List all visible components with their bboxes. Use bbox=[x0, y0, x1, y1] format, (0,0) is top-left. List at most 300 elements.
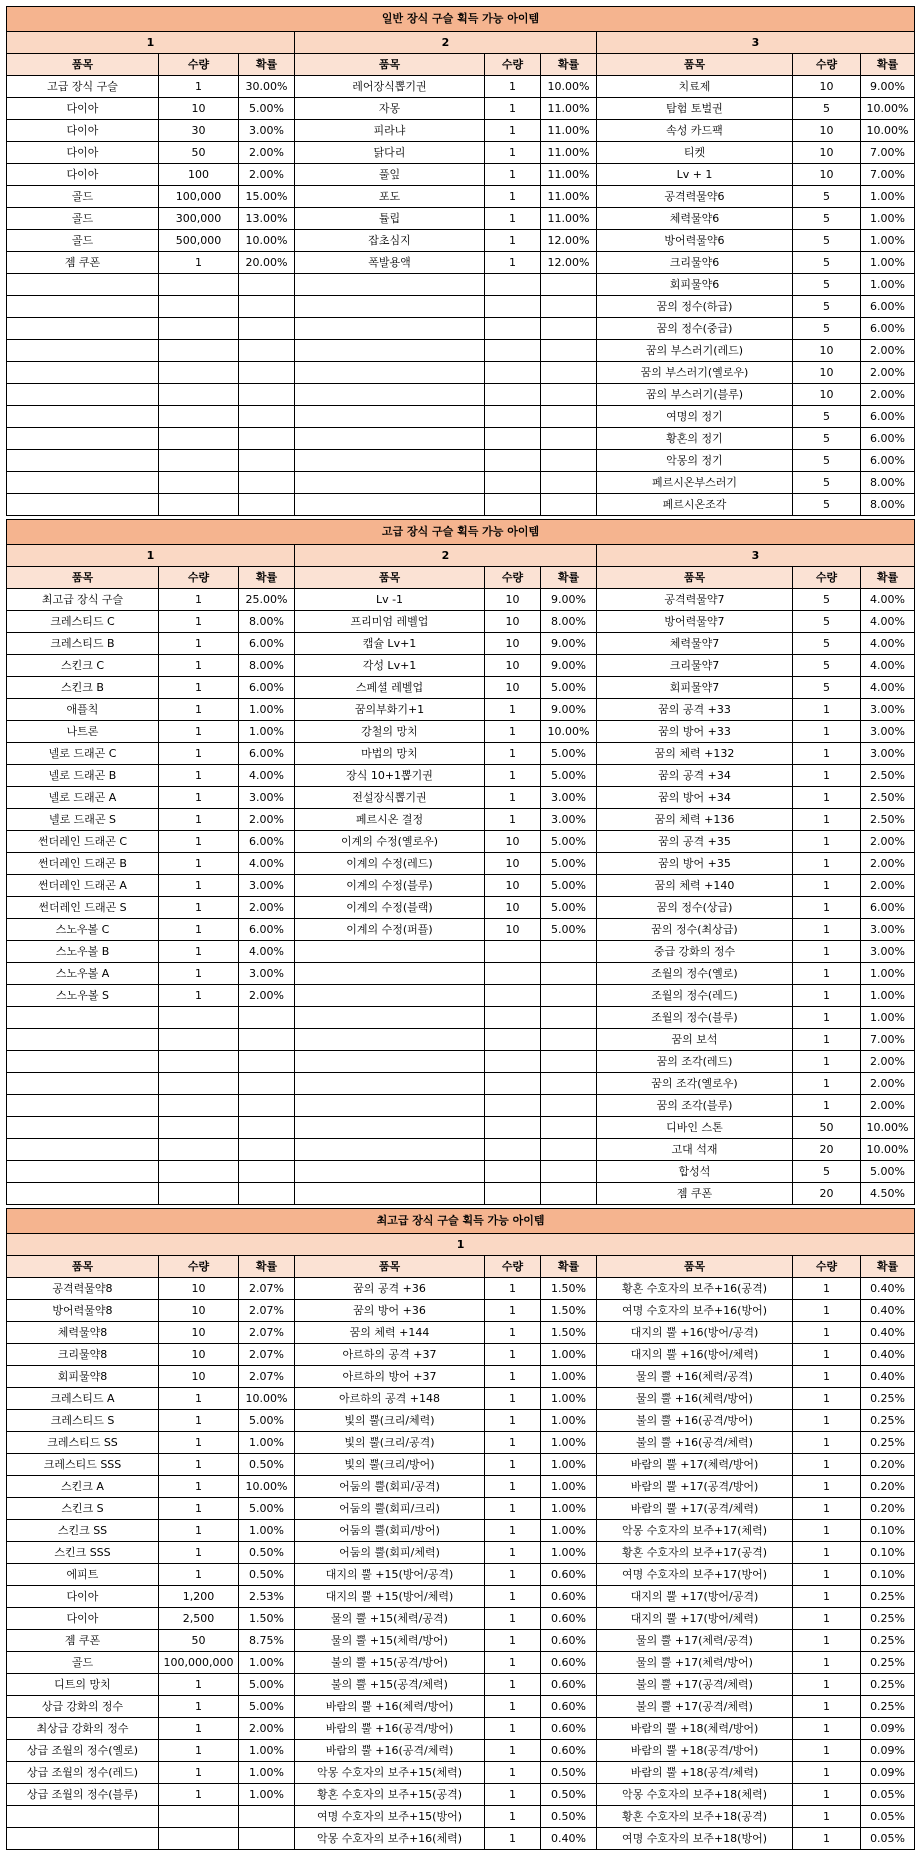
quantity-cell: 10 bbox=[793, 362, 861, 384]
probability-cell: 0.40% bbox=[861, 1322, 915, 1344]
quantity-cell: 10 bbox=[159, 1278, 239, 1300]
probability-cell: 9.00% bbox=[541, 633, 597, 655]
item-name-cell bbox=[295, 1095, 485, 1117]
quantity-cell: 1 bbox=[793, 1007, 861, 1029]
probability-cell: 0.25% bbox=[861, 1674, 915, 1696]
table-row bbox=[7, 897, 915, 919]
probability-cell: 30.00% bbox=[239, 76, 295, 98]
table-row bbox=[7, 1278, 915, 1300]
item-name-cell: 잡초심지 bbox=[295, 230, 485, 252]
table-row bbox=[7, 655, 915, 677]
probability-cell: 0.40% bbox=[541, 1828, 597, 1850]
column-header-prob: 확률 bbox=[861, 567, 915, 589]
probability-cell: 10.00% bbox=[239, 1388, 295, 1410]
item-name-cell: 다이아 bbox=[7, 1586, 159, 1608]
item-name-cell bbox=[295, 296, 485, 318]
item-name-cell: 스킨크 B bbox=[7, 677, 159, 699]
probability-cell: 25.00% bbox=[239, 589, 295, 611]
probability-cell: 5.00% bbox=[541, 919, 597, 941]
probability-cell: 1.50% bbox=[239, 1608, 295, 1630]
item-name-cell: 회피물약6 bbox=[597, 274, 793, 296]
item-name-cell: 대지의 뿔 +15(방어/체력) bbox=[295, 1586, 485, 1608]
quantity-cell: 5 bbox=[793, 186, 861, 208]
probability-cell: 4.50% bbox=[861, 1183, 915, 1205]
probability-cell: 0.60% bbox=[541, 1564, 597, 1586]
quantity-cell: 10 bbox=[485, 611, 541, 633]
probability-cell: 5.00% bbox=[541, 765, 597, 787]
probability-cell bbox=[541, 1161, 597, 1183]
quantity-cell: 1 bbox=[159, 655, 239, 677]
probability-cell: 1.00% bbox=[239, 1652, 295, 1674]
item-name-cell: 각성 Lv+1 bbox=[295, 655, 485, 677]
item-name-cell: 상급 조월의 정수(블루) bbox=[7, 1784, 159, 1806]
drop-table-3 bbox=[6, 1208, 915, 1850]
probability-cell bbox=[541, 941, 597, 963]
probability-cell: 5.00% bbox=[541, 875, 597, 897]
item-name-cell: 회피물약8 bbox=[7, 1366, 159, 1388]
quantity-cell bbox=[159, 1828, 239, 1850]
probability-cell bbox=[541, 274, 597, 296]
quantity-cell: 1 bbox=[485, 1410, 541, 1432]
quantity-cell bbox=[159, 450, 239, 472]
item-name-cell: 황혼의 정기 bbox=[597, 428, 793, 450]
table-row bbox=[7, 450, 915, 472]
quantity-cell bbox=[485, 1183, 541, 1205]
quantity-cell: 1 bbox=[485, 1674, 541, 1696]
item-name-cell: 꿈의 정수(최상급) bbox=[597, 919, 793, 941]
table-row bbox=[7, 208, 915, 230]
item-name-cell: 넬로 드래곤 S bbox=[7, 809, 159, 831]
item-name-cell: 공격력물약6 bbox=[597, 186, 793, 208]
quantity-cell: 1 bbox=[793, 1432, 861, 1454]
probability-cell bbox=[541, 1117, 597, 1139]
item-name-cell bbox=[295, 362, 485, 384]
item-name-cell: 꿈의 방어 +36 bbox=[295, 1300, 485, 1322]
quantity-cell bbox=[159, 428, 239, 450]
quantity-cell: 1 bbox=[793, 743, 861, 765]
item-name-cell: 공격력물약7 bbox=[597, 589, 793, 611]
item-name-cell: 포도 bbox=[295, 186, 485, 208]
item-name-cell bbox=[7, 494, 159, 516]
item-name-cell: 악몽 수호자의 보주+17(체력) bbox=[597, 1520, 793, 1542]
probability-cell: 11.00% bbox=[541, 186, 597, 208]
item-name-cell: 스킨크 A bbox=[7, 1476, 159, 1498]
probability-cell: 8.00% bbox=[861, 472, 915, 494]
probability-cell: 10.00% bbox=[861, 1139, 915, 1161]
item-name-cell: 강철의 망치 bbox=[295, 721, 485, 743]
quantity-cell: 5 bbox=[793, 472, 861, 494]
quantity-cell bbox=[159, 1051, 239, 1073]
probability-cell: 2.50% bbox=[861, 809, 915, 831]
item-name-cell: 꿈의 정수(하급) bbox=[597, 296, 793, 318]
probability-cell: 11.00% bbox=[541, 142, 597, 164]
quantity-cell bbox=[159, 1139, 239, 1161]
quantity-cell: 5 bbox=[793, 428, 861, 450]
item-name-cell: 체력물약7 bbox=[597, 633, 793, 655]
probability-cell: 0.10% bbox=[861, 1564, 915, 1586]
item-name-cell: 아르하의 공격 +37 bbox=[295, 1344, 485, 1366]
table-row bbox=[7, 1740, 915, 1762]
item-name-cell: 꿈의 공격 +35 bbox=[597, 831, 793, 853]
probability-cell: 6.00% bbox=[861, 450, 915, 472]
quantity-cell: 5 bbox=[793, 677, 861, 699]
probability-cell: 10.00% bbox=[239, 1476, 295, 1498]
probability-cell: 0.40% bbox=[861, 1278, 915, 1300]
probability-cell: 11.00% bbox=[541, 208, 597, 230]
probability-cell: 8.00% bbox=[861, 494, 915, 516]
probability-cell: 4.00% bbox=[239, 765, 295, 787]
probability-cell bbox=[541, 1183, 597, 1205]
item-name-cell bbox=[295, 963, 485, 985]
item-name-cell: 페르시온조각 bbox=[597, 494, 793, 516]
quantity-cell bbox=[159, 1095, 239, 1117]
probability-cell: 5.00% bbox=[541, 897, 597, 919]
item-name-cell: 바람의 뿔 +18(공격/체력) bbox=[597, 1762, 793, 1784]
quantity-cell: 50 bbox=[793, 1117, 861, 1139]
item-name-cell: 골드 bbox=[7, 208, 159, 230]
quantity-cell bbox=[159, 1029, 239, 1051]
item-name-cell: 풀잎 bbox=[295, 164, 485, 186]
probability-cell: 12.00% bbox=[541, 230, 597, 252]
column-header-qty: 수량 bbox=[159, 54, 239, 76]
quantity-cell: 1 bbox=[793, 963, 861, 985]
probability-cell: 10.00% bbox=[861, 120, 915, 142]
probability-cell bbox=[239, 1117, 295, 1139]
quantity-cell: 1 bbox=[793, 1344, 861, 1366]
table-row bbox=[7, 1410, 915, 1432]
quantity-cell: 1 bbox=[793, 897, 861, 919]
group-header: 1 bbox=[7, 1234, 915, 1256]
item-name-cell: 꿈의 정수(중급) bbox=[597, 318, 793, 340]
item-name-cell: 어둠의 뿔(회피/방어) bbox=[295, 1520, 485, 1542]
probability-cell: 2.00% bbox=[861, 1073, 915, 1095]
column-header-item: 품목 bbox=[7, 1256, 159, 1278]
quantity-cell: 1 bbox=[159, 985, 239, 1007]
quantity-cell bbox=[485, 362, 541, 384]
table-row bbox=[7, 853, 915, 875]
table-row bbox=[7, 142, 915, 164]
probability-cell: 0.20% bbox=[861, 1498, 915, 1520]
table-row bbox=[7, 787, 915, 809]
item-name-cell: 꿈의 체력 +140 bbox=[597, 875, 793, 897]
item-name-cell bbox=[7, 1007, 159, 1029]
probability-cell: 1.00% bbox=[239, 699, 295, 721]
item-name-cell: Lv -1 bbox=[295, 589, 485, 611]
quantity-cell bbox=[485, 318, 541, 340]
item-name-cell: 체력물약8 bbox=[7, 1322, 159, 1344]
probability-cell: 5.00% bbox=[239, 1498, 295, 1520]
quantity-cell bbox=[159, 362, 239, 384]
item-name-cell: 넬로 드래곤 C bbox=[7, 743, 159, 765]
quantity-cell bbox=[485, 1095, 541, 1117]
quantity-cell: 1 bbox=[793, 875, 861, 897]
column-header-qty: 수량 bbox=[793, 1256, 861, 1278]
probability-cell: 0.40% bbox=[861, 1344, 915, 1366]
quantity-cell: 1,200 bbox=[159, 1586, 239, 1608]
quantity-cell: 10 bbox=[485, 589, 541, 611]
table-row bbox=[7, 699, 915, 721]
probability-cell: 11.00% bbox=[541, 98, 597, 120]
item-name-cell: 꿈의 조각(레드) bbox=[597, 1051, 793, 1073]
probability-cell: 1.00% bbox=[861, 1007, 915, 1029]
item-name-cell: 물의 뿔 +15(체력/방어) bbox=[295, 1630, 485, 1652]
column-header-item: 품목 bbox=[7, 567, 159, 589]
item-name-cell: 바람의 뿔 +17(공격/방어) bbox=[597, 1476, 793, 1498]
section-title: 일반 장식 구슬 획득 가능 아이템 bbox=[7, 7, 915, 32]
item-name-cell: 황혼 수호자의 보주+15(공격) bbox=[295, 1784, 485, 1806]
probability-cell bbox=[541, 296, 597, 318]
quantity-cell bbox=[159, 340, 239, 362]
item-name-cell: 자몽 bbox=[295, 98, 485, 120]
probability-cell: 0.50% bbox=[541, 1806, 597, 1828]
probability-cell bbox=[541, 340, 597, 362]
item-name-cell: 속성 카드팩 bbox=[597, 120, 793, 142]
quantity-cell: 10 bbox=[793, 142, 861, 164]
quantity-cell: 1 bbox=[793, 1454, 861, 1476]
quantity-cell: 1 bbox=[793, 1762, 861, 1784]
item-name-cell: 꿈의 방어 +35 bbox=[597, 853, 793, 875]
probability-cell: 3.00% bbox=[239, 875, 295, 897]
item-name-cell: 빛의 뿔(크리/방어) bbox=[295, 1454, 485, 1476]
probability-cell: 6.00% bbox=[239, 633, 295, 655]
table-row bbox=[7, 428, 915, 450]
quantity-cell: 50 bbox=[159, 1630, 239, 1652]
quantity-cell bbox=[485, 1073, 541, 1095]
quantity-cell: 1 bbox=[485, 1520, 541, 1542]
item-name-cell: 튤립 bbox=[295, 208, 485, 230]
quantity-cell: 5 bbox=[793, 230, 861, 252]
quantity-cell: 1 bbox=[485, 765, 541, 787]
item-name-cell bbox=[7, 450, 159, 472]
probability-cell: 2.00% bbox=[861, 853, 915, 875]
quantity-cell: 10 bbox=[793, 76, 861, 98]
table-row bbox=[7, 589, 915, 611]
probability-cell bbox=[239, 472, 295, 494]
quantity-cell: 1 bbox=[159, 897, 239, 919]
probability-cell bbox=[541, 963, 597, 985]
group-header: 2 bbox=[295, 545, 597, 567]
quantity-cell: 1 bbox=[159, 1432, 239, 1454]
item-name-cell bbox=[7, 384, 159, 406]
quantity-cell: 1 bbox=[485, 120, 541, 142]
item-name-cell: 크레스티드 B bbox=[7, 633, 159, 655]
probability-cell bbox=[541, 494, 597, 516]
quantity-cell: 1 bbox=[159, 1564, 239, 1586]
probability-cell bbox=[541, 384, 597, 406]
probability-cell: 2.00% bbox=[861, 831, 915, 853]
column-header-item: 품목 bbox=[597, 54, 793, 76]
probability-cell: 1.00% bbox=[541, 1498, 597, 1520]
probability-cell: 4.00% bbox=[861, 655, 915, 677]
table-row bbox=[7, 1784, 915, 1806]
item-name-cell: 꿈의 체력 +136 bbox=[597, 809, 793, 831]
probability-cell: 0.60% bbox=[541, 1674, 597, 1696]
item-name-cell bbox=[295, 274, 485, 296]
item-name-cell bbox=[7, 274, 159, 296]
quantity-cell bbox=[159, 274, 239, 296]
quantity-cell bbox=[159, 472, 239, 494]
table-row bbox=[7, 1498, 915, 1520]
quantity-cell: 1 bbox=[793, 1476, 861, 1498]
probability-cell: 2.00% bbox=[861, 362, 915, 384]
group-header: 3 bbox=[597, 545, 915, 567]
quantity-cell: 1 bbox=[485, 1740, 541, 1762]
item-name-cell: 넬로 드래곤 B bbox=[7, 765, 159, 787]
probability-cell: 6.00% bbox=[861, 318, 915, 340]
item-name-cell bbox=[295, 1051, 485, 1073]
item-name-cell: 스노우볼 A bbox=[7, 963, 159, 985]
drop-table-1 bbox=[6, 6, 915, 516]
quantity-cell: 1 bbox=[159, 1476, 239, 1498]
item-name-cell bbox=[7, 1139, 159, 1161]
quantity-cell: 100 bbox=[159, 164, 239, 186]
quantity-cell: 500,000 bbox=[159, 230, 239, 252]
table-row bbox=[7, 164, 915, 186]
table-row bbox=[7, 318, 915, 340]
item-name-cell bbox=[7, 1073, 159, 1095]
item-name-cell: 크레스티드 A bbox=[7, 1388, 159, 1410]
quantity-cell bbox=[485, 472, 541, 494]
probability-cell bbox=[239, 362, 295, 384]
probability-cell: 2.07% bbox=[239, 1366, 295, 1388]
probability-cell: 5.00% bbox=[861, 1161, 915, 1183]
table-row bbox=[7, 1366, 915, 1388]
column-header-item: 품목 bbox=[295, 1256, 485, 1278]
probability-cell: 7.00% bbox=[861, 164, 915, 186]
probability-cell: 9.00% bbox=[541, 699, 597, 721]
probability-cell: 2.07% bbox=[239, 1344, 295, 1366]
column-header-item: 품목 bbox=[295, 567, 485, 589]
quantity-cell bbox=[485, 1117, 541, 1139]
item-name-cell: 스노우볼 B bbox=[7, 941, 159, 963]
item-name-cell bbox=[7, 296, 159, 318]
item-name-cell: 애플칙 bbox=[7, 699, 159, 721]
quantity-cell: 10 bbox=[159, 98, 239, 120]
table-row bbox=[7, 1095, 915, 1117]
table-row bbox=[7, 1630, 915, 1652]
quantity-cell: 1 bbox=[793, 1696, 861, 1718]
quantity-cell: 1 bbox=[793, 1608, 861, 1630]
probability-cell: 5.00% bbox=[541, 743, 597, 765]
quantity-cell: 1 bbox=[793, 1652, 861, 1674]
probability-cell: 2.07% bbox=[239, 1278, 295, 1300]
probability-cell: 1.50% bbox=[541, 1278, 597, 1300]
column-header-prob: 확률 bbox=[861, 1256, 915, 1278]
probability-cell bbox=[239, 406, 295, 428]
quantity-cell: 1 bbox=[159, 252, 239, 274]
item-name-cell: 스킨크 SSS bbox=[7, 1542, 159, 1564]
item-name-cell: Lv + 1 bbox=[597, 164, 793, 186]
column-header-prob: 확률 bbox=[239, 567, 295, 589]
quantity-cell: 1 bbox=[793, 1278, 861, 1300]
probability-cell: 3.00% bbox=[861, 721, 915, 743]
probability-cell: 5.00% bbox=[239, 98, 295, 120]
quantity-cell: 1 bbox=[159, 919, 239, 941]
probability-cell: 9.00% bbox=[541, 589, 597, 611]
table-row bbox=[7, 1564, 915, 1586]
quantity-cell: 1 bbox=[793, 1784, 861, 1806]
drop-table-2 bbox=[6, 519, 915, 1205]
item-name-cell: 물의 뿔 +17(체력/공격) bbox=[597, 1630, 793, 1652]
item-name-cell: 닭다리 bbox=[295, 142, 485, 164]
quantity-cell: 5 bbox=[793, 633, 861, 655]
table-row bbox=[7, 76, 915, 98]
quantity-cell: 5 bbox=[793, 274, 861, 296]
probability-cell: 2.00% bbox=[861, 340, 915, 362]
quantity-cell: 1 bbox=[485, 743, 541, 765]
probability-cell: 8.00% bbox=[541, 611, 597, 633]
probability-cell: 10.00% bbox=[541, 721, 597, 743]
column-header-qty: 수량 bbox=[159, 567, 239, 589]
probability-cell bbox=[541, 318, 597, 340]
probability-cell: 0.60% bbox=[541, 1740, 597, 1762]
item-name-cell: 다이아 bbox=[7, 1608, 159, 1630]
item-name-cell: 불의 뿔 +15(공격/방어) bbox=[295, 1652, 485, 1674]
quantity-cell: 1 bbox=[159, 699, 239, 721]
quantity-cell: 1 bbox=[485, 76, 541, 98]
quantity-cell: 1 bbox=[793, 1498, 861, 1520]
item-name-cell: 크리물약8 bbox=[7, 1344, 159, 1366]
probability-cell: 6.00% bbox=[861, 296, 915, 318]
probability-cell: 3.00% bbox=[239, 120, 295, 142]
probability-cell: 10.00% bbox=[239, 230, 295, 252]
probability-cell: 4.00% bbox=[239, 853, 295, 875]
table-row bbox=[7, 1300, 915, 1322]
quantity-cell: 1 bbox=[159, 721, 239, 743]
quantity-cell bbox=[485, 1051, 541, 1073]
column-header-item: 품목 bbox=[597, 567, 793, 589]
quantity-cell bbox=[485, 1139, 541, 1161]
quantity-cell: 1 bbox=[793, 699, 861, 721]
quantity-cell: 1 bbox=[793, 1366, 861, 1388]
drop-rate-tables bbox=[6, 6, 914, 1850]
quantity-cell: 1 bbox=[793, 831, 861, 853]
quantity-cell bbox=[485, 384, 541, 406]
quantity-cell bbox=[485, 274, 541, 296]
probability-cell: 7.00% bbox=[861, 1029, 915, 1051]
quantity-cell: 1 bbox=[793, 1388, 861, 1410]
table-row bbox=[7, 743, 915, 765]
probability-cell bbox=[541, 1095, 597, 1117]
item-name-cell: 이계의 수정(옐로우) bbox=[295, 831, 485, 853]
quantity-cell: 5 bbox=[793, 208, 861, 230]
quantity-cell bbox=[159, 384, 239, 406]
quantity-cell: 1 bbox=[793, 853, 861, 875]
probability-cell: 1.00% bbox=[239, 721, 295, 743]
probability-cell: 1.00% bbox=[541, 1410, 597, 1432]
probability-cell: 10.00% bbox=[541, 76, 597, 98]
quantity-cell: 1 bbox=[159, 1674, 239, 1696]
probability-cell bbox=[239, 1007, 295, 1029]
table-row bbox=[7, 831, 915, 853]
item-name-cell: 피라냐 bbox=[295, 120, 485, 142]
quantity-cell: 1 bbox=[793, 1542, 861, 1564]
table-row bbox=[7, 1344, 915, 1366]
quantity-cell: 5 bbox=[793, 450, 861, 472]
item-name-cell: 여명의 정기 bbox=[597, 406, 793, 428]
probability-cell: 1.00% bbox=[239, 1784, 295, 1806]
probability-cell bbox=[239, 494, 295, 516]
item-name-cell: 스킨크 SS bbox=[7, 1520, 159, 1542]
column-header-qty: 수량 bbox=[159, 1256, 239, 1278]
item-name-cell: 빛의 뿔(크리/체력) bbox=[295, 1410, 485, 1432]
table-row bbox=[7, 120, 915, 142]
item-name-cell bbox=[295, 450, 485, 472]
probability-cell bbox=[239, 340, 295, 362]
quantity-cell: 1 bbox=[793, 1586, 861, 1608]
quantity-cell: 1 bbox=[485, 142, 541, 164]
quantity-cell: 10 bbox=[159, 1322, 239, 1344]
